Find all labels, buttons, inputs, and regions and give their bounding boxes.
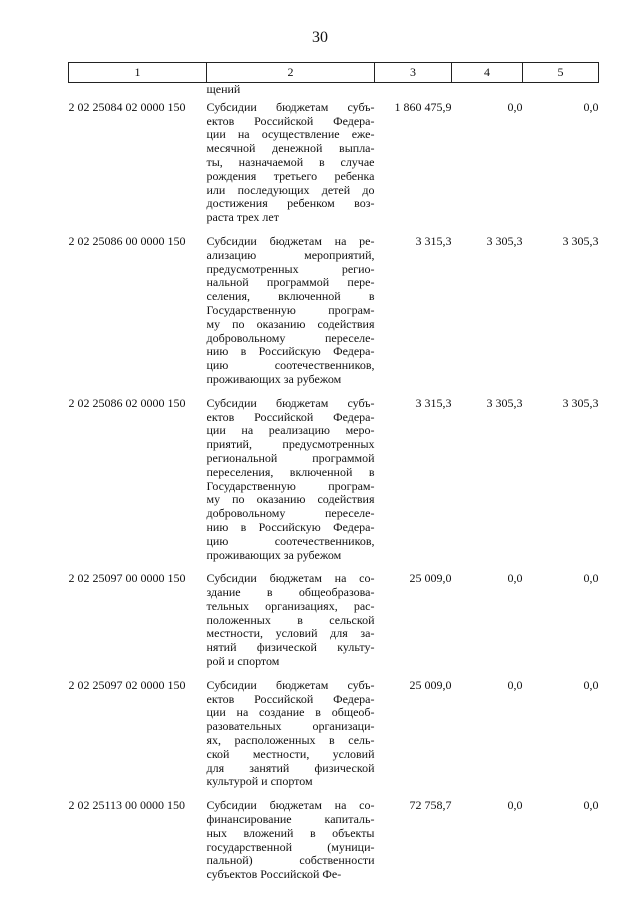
row-description <box>207 393 375 569</box>
amount-column-3: 3 315,3 <box>415 395 452 410</box>
description-line: здание в общеобразова- <box>206 585 375 600</box>
amount-column-3: 3 315,3 <box>415 233 452 248</box>
row-description <box>207 97 375 231</box>
description-line: рождения третьего ребенка <box>206 168 375 183</box>
column-header-2: 2 <box>207 63 375 83</box>
description-line: ных вложений в объекты <box>206 825 375 840</box>
column-header-1: 1 <box>69 63 207 83</box>
amount-column-4: 3 305,3 <box>486 395 523 410</box>
description-line: проживающих за рубежом <box>206 547 342 562</box>
description-line: Субсидии бюджетам субъ- <box>206 99 375 114</box>
budget-code: 2 02 25097 00 0000 150 <box>68 571 186 586</box>
amount-column-5: 3 305,3 <box>562 395 599 410</box>
table-row <box>69 393 599 569</box>
description-line: добровольному переселе- <box>206 506 375 521</box>
description-line: нальной программой пере- <box>206 275 375 290</box>
description-line: ции на реализацию меро- <box>206 423 375 438</box>
description-line: местности, условий для за- <box>206 626 375 641</box>
description-line: региональной программой <box>206 450 375 465</box>
description-line: раста трех лет <box>206 210 279 225</box>
description-line: положенных в сельской <box>206 612 375 627</box>
description-line: му по оказанию содействия <box>206 492 375 507</box>
description-line: Субсидии бюджетам субъ- <box>206 677 375 692</box>
description-line: ции на осуществление еже- <box>206 127 375 142</box>
amount-column-4: 0,0 <box>507 677 523 692</box>
description-line: ции на создание в общеоб- <box>206 705 375 720</box>
description-line: финансирование капиталь- <box>206 812 375 827</box>
description-line: нятий физической культу- <box>206 640 375 655</box>
description-line: месячной денежной выпла- <box>206 141 375 156</box>
table-row <box>69 795 599 888</box>
amount-column-5: 0,0 <box>583 798 599 813</box>
description-line: ской местности, условий <box>206 746 375 761</box>
description-line: цию соотечественников, <box>206 533 375 548</box>
description-line: разовательных организаци- <box>206 719 375 734</box>
description-line: Государственную програм- <box>206 478 375 493</box>
description-line: тельных организациях, рас- <box>206 598 375 613</box>
description-line: культурой и спортом <box>206 774 313 789</box>
continuation-text: щений <box>206 82 241 96</box>
continuation-row <box>69 83 599 97</box>
table-row <box>69 97 599 231</box>
description-line: ектов Российской Федера- <box>206 113 375 128</box>
description-line: нию в Российскую Федера- <box>206 344 375 359</box>
amount-column-4: 3 305,3 <box>486 233 523 248</box>
amount-column-5: 0,0 <box>583 99 599 114</box>
description-line: Субсидии бюджетам на ре- <box>206 233 375 248</box>
table-row <box>69 675 599 795</box>
description-line: ализацию мероприятий, <box>206 247 375 262</box>
description-line: рой и спортом <box>206 654 280 669</box>
description-line: ектов Российской Федера- <box>206 409 375 424</box>
description-line: ях, расположенных в сель- <box>206 733 375 748</box>
description-line: Государственную програм- <box>206 302 375 317</box>
page-number: 30 <box>312 29 328 46</box>
amount-column-5: 0,0 <box>583 677 599 692</box>
description-line: ты, назначаемой в случае <box>206 154 375 169</box>
column-header-5: 5 <box>523 63 599 83</box>
budget-code: 2 02 25097 02 0000 150 <box>68 677 186 692</box>
description-line: цию соотечественников, <box>206 358 375 373</box>
table-header-row <box>69 63 599 83</box>
row-description <box>207 231 375 393</box>
amount-column-4: 0,0 <box>507 99 523 114</box>
amount-column-3: 25 009,0 <box>409 571 452 586</box>
row-description <box>207 568 375 675</box>
description-line: для занятий физической <box>206 760 375 775</box>
description-line: проживающих за рубежом <box>206 371 342 386</box>
row-description <box>207 675 375 795</box>
budget-code: 2 02 25113 00 0000 150 <box>68 798 186 813</box>
table-row <box>69 568 599 675</box>
description-line: ектов Российской Федера- <box>206 691 375 706</box>
description-line: предусмотренных регио- <box>206 261 375 276</box>
amount-column-3: 25 009,0 <box>409 677 452 692</box>
amount-column-4: 0,0 <box>507 571 523 586</box>
amount-column-5: 3 305,3 <box>562 233 599 248</box>
description-line: селения, включенной в <box>206 289 375 304</box>
amount-column-4: 0,0 <box>507 798 523 813</box>
amount-column-3: 1 860 475,9 <box>394 99 452 114</box>
description-line: нию в Российскую Федера- <box>206 519 375 534</box>
table-row <box>69 231 599 393</box>
budget-code: 2 02 25084 02 0000 150 <box>68 99 186 114</box>
description-line: субъектов Российской Фе- <box>206 867 342 882</box>
description-line: му по оказанию содействия <box>206 316 375 331</box>
amount-column-5: 0,0 <box>583 571 599 586</box>
column-header-4: 4 <box>452 63 523 83</box>
description-line: пальной) собственности <box>206 853 375 868</box>
description-line: приятий, предусмотренных <box>206 437 375 452</box>
description-line: достижения ребенком воз- <box>206 196 375 211</box>
description-line: переселения, включенной в <box>206 464 375 479</box>
description-line: Субсидии бюджетам субъ- <box>206 395 375 410</box>
budget-code: 2 02 25086 00 0000 150 <box>68 233 186 248</box>
description-line: Субсидии бюджетам на со- <box>206 798 375 813</box>
amount-column-3: 72 758,7 <box>409 798 452 813</box>
budget-code: 2 02 25086 02 0000 150 <box>68 395 186 410</box>
description-line: или последующих детей до <box>206 182 375 197</box>
column-header-3: 3 <box>375 63 452 83</box>
description-line: государственной (муници- <box>206 839 375 854</box>
description-line: Субсидии бюджетам на со- <box>206 571 375 586</box>
description-line: добровольному переселе- <box>206 330 375 345</box>
budget-table <box>68 62 599 888</box>
row-description <box>207 795 375 888</box>
